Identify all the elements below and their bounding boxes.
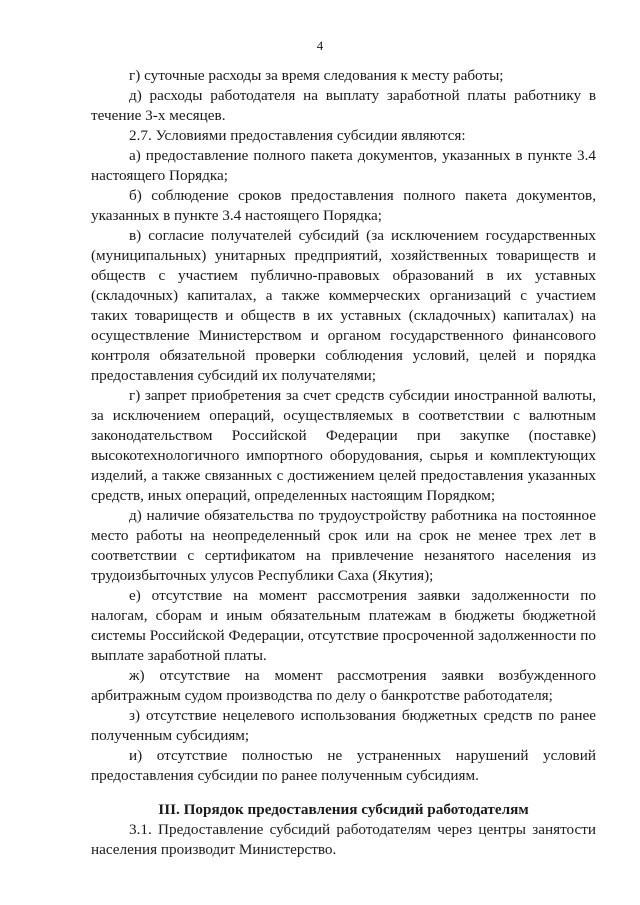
- paragraph-condition-d: д) наличие обязательства по трудоустройству работника на постоянное место работы на неопределенный срок или на срок не менее трех лет в соответствии с сертификатом на привлечение незанятого населения из трудоизбыточных улусов Республики Саха (Якутия);: [91, 507, 596, 584]
- paragraph-conditions-intro: 2.7. Условиями предоставления субсидии являются:: [129, 127, 466, 144]
- paragraph-condition-b: б) соблюдение сроков предоставления полного пакета документов, указанных в пункте 3.4 настоящего Порядка;: [91, 187, 596, 224]
- paragraph-condition-zh: ж) отсутствие на момент рассмотрения заявки возбужденного арбитражным судом производства по делу о банкротстве работодателя;: [91, 667, 596, 704]
- paragraph-condition-i: и) отсутствие полностью не устраненных нарушений условий предоставления субсидии по ранее полученным субсидиям.: [91, 747, 596, 784]
- paragraph-condition-a: а) предоставление полного пакета документов, указанных в пункте 3.4 настоящего Порядка;: [91, 147, 596, 184]
- paragraph-condition-e: е) отсутствие на момент рассмотрения заявки задолженности по налогам, сборам и иным обязательным платежам в бюджеты бюджетной системы Российской Федерации, отсутствие просроченной задолженности по выплате заработной платы.: [91, 587, 596, 664]
- paragraph-daily-expenses: г) суточные расходы за время следования к месту работы;: [129, 67, 504, 84]
- paragraph-3-1: 3.1. Предоставление субсидий работодателям через центры занятости населения производит Министерство.: [91, 821, 596, 858]
- document-body: [91, 66, 596, 860]
- paragraph-condition-z: з) отсутствие нецелевого использования бюджетных средств по ранее полученным субсидиям;: [91, 707, 596, 744]
- section-heading: III. Порядок предоставления субсидий работодателям: [158, 801, 529, 818]
- page-number: 4: [316, 38, 324, 53]
- paragraph-salary-expenses: д) расходы работодателя на выплату заработной платы работнику в течение 3-х месяцев.: [91, 87, 596, 124]
- paragraph-condition-g: г) запрет приобретения за счет средств субсидии иностранной валюты, за исключением операций, осуществляемых в соответствии с валютным законодательством Российской Федерации при закупке (поставке) высокотехнологичного импортного оборудования, сырья и комплектующих изделий, а также связанных с достижением целей предоставления указанных средств, иных операций, определенных настоящим Порядком;: [91, 387, 596, 504]
- paragraph-condition-v: в) согласие получателей субсидий (за исключением государственных (муниципальных) унитарных предприятий, хозяйственных товариществ и обществ с участием публично-правовых образований в их уставных (складочных) капиталах, а также коммерческих организаций с участием таких товариществ и обществ в их уставных (складочных) капиталах) на осуществление Министерством и органом государственного финансового контроля обязательной проверки соблюдения условий, целей и порядка предоставления субсидий их получателями;: [91, 227, 596, 384]
